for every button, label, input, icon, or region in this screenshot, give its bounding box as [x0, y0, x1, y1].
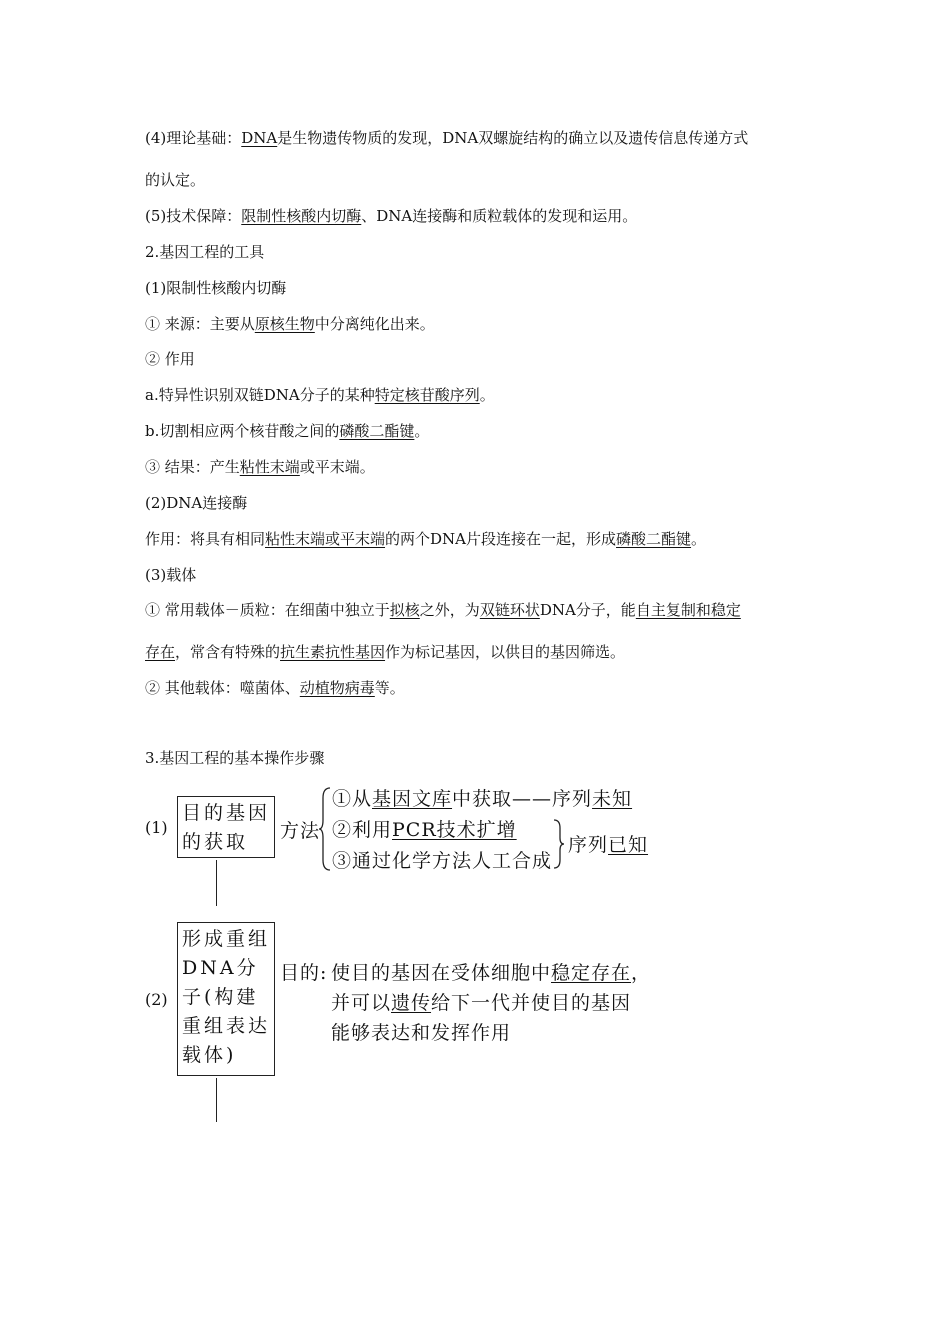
method-3: ③通过化学方法人工合成: [332, 850, 553, 872]
function-b: b.切割相应两个核苷酸之间的磷酸二酯键。: [145, 422, 430, 440]
underlined-term: 未知: [592, 788, 633, 810]
section-2-2-heading: (2)DNA连接酶: [145, 494, 248, 512]
sequence-known: 序列已知: [568, 834, 649, 856]
section-2-1-heading: (1)限制性核酸内切酶: [145, 279, 287, 297]
underlined-term: 动植物病毒: [299, 679, 375, 697]
underlined-term: 存在: [145, 643, 176, 661]
section-2-heading: 2.基因工程的工具: [145, 243, 265, 261]
aim-line-3: 能够表达和发挥作用: [331, 1022, 512, 1044]
vector-line-2: 存在，常含有特殊的抗生素抗性基因作为标记基因，以供目的基因筛选。: [145, 643, 626, 661]
vector-other: ② 其他载体：噬菌体、动植物病毒等。: [145, 679, 405, 697]
underlined-term: 特定核苷酸序列: [374, 386, 480, 404]
underlined-term: 粘性末端: [239, 458, 300, 476]
underlined-term: 自主复制和稳定: [635, 601, 741, 619]
section-2-3-heading: (3)载体: [145, 566, 197, 584]
step-1-box: 目的基因的获取: [177, 796, 275, 858]
step-2-box: 形成重组DNA分子(构建重组表达载体): [177, 922, 275, 1076]
function-heading: ② 作用: [145, 350, 195, 368]
underlined-term: 稳定存在: [551, 962, 632, 984]
underlined-term: DNA: [241, 129, 278, 147]
para-4-line-1: (4)理论基础：DNA是生物遗传物质的发现，DNA双螺旋结构的确立以及遗传信息传递方式: [145, 129, 749, 147]
vector-line-1: ① 常用载体－质粒：在细菌中独立于拟核之外，为双链环状DNA分子，能自主复制和稳定: [145, 601, 741, 619]
connector-line: [216, 1078, 217, 1122]
source-line: ① 来源：主要从原核生物中分离纯化出来。: [145, 315, 435, 333]
underlined-term: PCR技术扩增: [392, 819, 517, 841]
method-label: 方法: [280, 820, 321, 842]
underlined-term: 磷酸二酯键: [616, 530, 692, 548]
method-1: ①从基因文库中获取——序列未知: [332, 788, 633, 810]
result-line: ③ 结果：产生粘性末端或平末端。: [145, 458, 375, 476]
right-brace-icon: [552, 818, 566, 870]
underlined-term: 抗生素抗性基因: [280, 643, 386, 661]
connector-line: [216, 860, 217, 906]
aim-line-2: 并可以遗传给下一代并使目的基因: [331, 992, 632, 1014]
section-3-heading: 3.基因工程的基本操作步骤: [145, 749, 325, 767]
underlined-term: 限制性核酸内切酶: [241, 207, 362, 225]
method-2: ②利用PCR技术扩增: [332, 819, 517, 841]
underlined-term: 原核生物: [254, 315, 315, 333]
left-brace-icon: [318, 786, 332, 872]
aim-label: 目的:: [280, 962, 328, 984]
step-2-number: (2): [145, 990, 168, 1009]
function-a: a.特异性识别双链DNA分子的某种特定核苷酸序列。: [145, 386, 495, 404]
underlined-term: 粘性末端或平末端: [265, 530, 386, 548]
underlined-term: 已知: [608, 834, 649, 856]
aim-line-1: 使目的基因在受体细胞中稳定存在，: [331, 962, 652, 984]
underlined-term: 拟核: [389, 601, 420, 619]
underlined-term: 双链环状: [479, 601, 540, 619]
para-5: (5)技术保障：限制性核酸内切酶、DNA连接酶和质粒载体的发现和运用。: [145, 207, 638, 225]
underlined-term: 基因文库: [372, 788, 453, 810]
ligase-line: 作用：将具有相同粘性末端或平末端的两个DNA片段连接在一起，形成磷酸二酯键。: [145, 530, 707, 548]
underlined-term: 遗传: [391, 992, 432, 1014]
underlined-term: 磷酸二酯键: [339, 422, 415, 440]
para-4-line-2: 的认定。: [145, 171, 206, 189]
step-1-number: (1): [145, 818, 168, 837]
